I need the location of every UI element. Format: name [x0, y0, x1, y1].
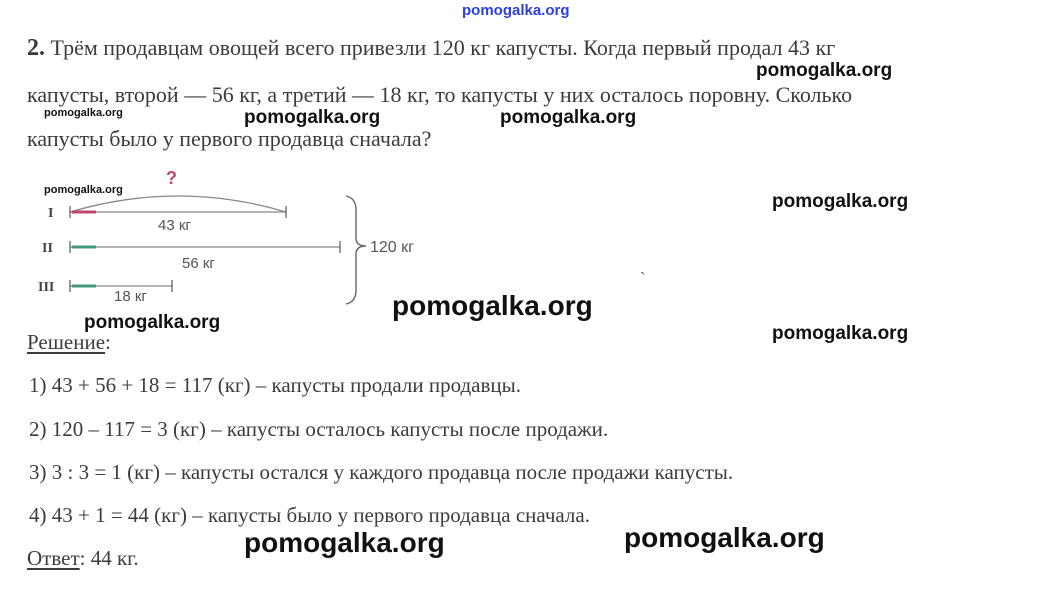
problem-line-2: капусты, второй — 56 кг, а третий — 18 кг, то капусты у них осталось поровну. Сколько [27, 82, 853, 107]
answer-label: Ответ [27, 546, 80, 570]
solution-heading-text: Решение [27, 330, 106, 354]
watermark-5: pomogalka.org [44, 184, 123, 196]
watermark-4: pomogalka.org [500, 107, 637, 128]
problem-line-1 [27, 36, 835, 60]
row-roman-3: III [38, 280, 55, 295]
watermark-10: pomogalka.org [244, 527, 445, 558]
row-roman-2: II [42, 241, 53, 256]
problem-line-3: капусты было у первого продавца сначала? [27, 126, 432, 151]
answer-line [27, 546, 139, 571]
solution-step-1: 1) 43 + 56 + 18 = 117 (кг) – капусты продали продавцы. [29, 373, 522, 397]
answer-value: : 44 кг. [79, 546, 139, 570]
solution-step-3: 3) 3 : 3 = 1 (кг) – капусты остался у каждого продавца после продажи капусты. [29, 460, 734, 484]
solution-step-2: 2) 120 – 117 = 3 (кг) – капусты осталось капусты после продажи. [29, 417, 609, 441]
watermark-8: pomogalka.org [84, 312, 221, 333]
row-label-1: 43 кг [158, 217, 191, 234]
segment-diagram [0, 160, 440, 310]
stray-mark: ` [640, 270, 646, 287]
problem-number: 2. [27, 35, 45, 61]
watermark-top: pomogalka.org [462, 2, 570, 19]
row-label-3: 18 кг [114, 288, 147, 305]
solution-step-4: 4) 43 + 1 = 44 (кг) – капусты было у первого продавца сначала. [29, 503, 590, 527]
watermark-3: pomogalka.org [244, 107, 381, 128]
problem-text-1: Трём продавцам овощей всего привезли 120 кг капусты. Когда первый продал 43 кг [50, 35, 836, 60]
watermark-7: pomogalka.org [392, 290, 593, 321]
row-label-2: 56 кг [182, 255, 215, 272]
watermark-1: pomogalka.org [756, 60, 893, 81]
watermark-2: pomogalka.org [44, 107, 123, 119]
total-brace [346, 196, 366, 304]
watermark-6: pomogalka.org [772, 191, 909, 212]
solution-heading-colon: : [105, 330, 111, 354]
watermark-9: pomogalka.org [772, 323, 909, 344]
watermark-11: pomogalka.org [624, 522, 825, 553]
row-roman-1: I [48, 206, 54, 221]
total-label: 120 кг [370, 239, 414, 256]
question-mark: ? [166, 168, 177, 188]
question-arc [70, 196, 286, 212]
